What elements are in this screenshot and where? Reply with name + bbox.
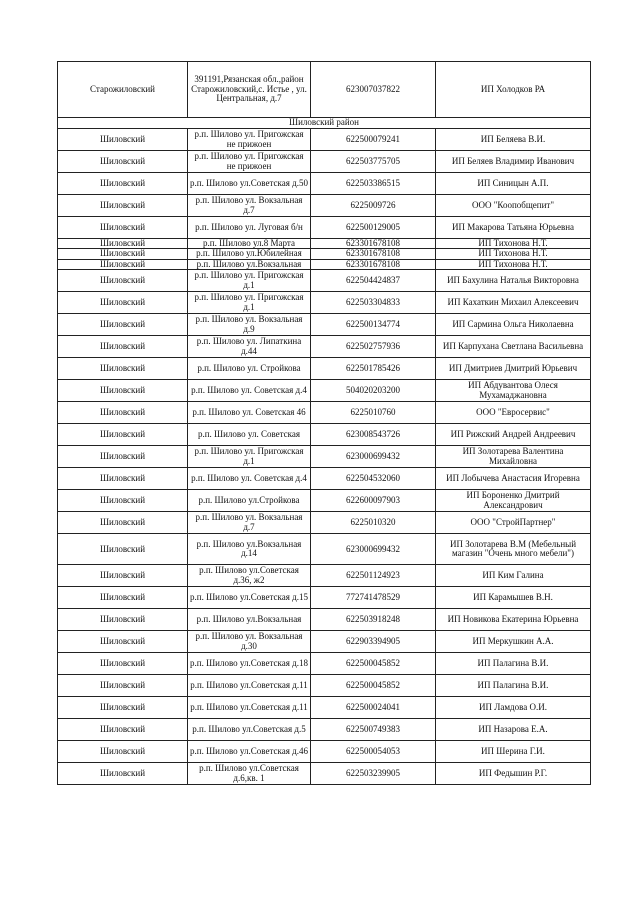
- name-cell: ИП Золотарева В.М (Мебельный магазин "Очень много мебели"): [436, 534, 591, 565]
- section-title: Шиловский район: [58, 118, 591, 129]
- district-cell: Шиловский: [58, 292, 188, 314]
- district-cell: Шиловский: [58, 609, 188, 631]
- district-cell: Шиловский: [58, 402, 188, 424]
- table-row: [58, 380, 591, 402]
- district-cell: Шиловский: [58, 675, 188, 697]
- table-row: [58, 314, 591, 336]
- name-cell: ИП Дмитриев Дмитрий Юрьевич: [436, 358, 591, 380]
- inn-cell: 622500749383: [311, 719, 436, 741]
- district-cell: Шиловский: [58, 195, 188, 217]
- inn-cell: 622500045852: [311, 653, 436, 675]
- name-cell: ИП Лобычева Анастасия Игоревна: [436, 468, 591, 490]
- registry-table: [57, 61, 591, 785]
- name-cell: ИП Назарова Е.А.: [436, 719, 591, 741]
- district-cell: Шиловский: [58, 239, 188, 249]
- name-cell: ИП Палагина В.И.: [436, 653, 591, 675]
- district-cell: Шиловский: [58, 697, 188, 719]
- name-cell: ИП Рижский Андрей Андреевич: [436, 424, 591, 446]
- address-cell: р.п. Шилово ул. Вокзальная д.30: [188, 631, 311, 653]
- table-row: [58, 609, 591, 631]
- address-cell: р.п. Шилово ул. Советская: [188, 424, 311, 446]
- section-header-row: [58, 118, 591, 129]
- district-cell: Шиловский: [58, 468, 188, 490]
- table-row: [58, 763, 591, 785]
- table-row: [58, 653, 591, 675]
- table-row: [58, 587, 591, 609]
- name-cell: ООО "СтройПартнер": [436, 512, 591, 534]
- inn-cell: 622500129005: [311, 217, 436, 239]
- inn-cell: 622504424837: [311, 270, 436, 292]
- address-cell: 391191,Рязанская обл.,район Старожиловский,с. Истье , ул. Центральная, д.7: [188, 62, 311, 118]
- district-cell: Шиловский: [58, 565, 188, 587]
- district-cell: Шиловский: [58, 631, 188, 653]
- inn-cell: 6225010320: [311, 512, 436, 534]
- address-cell: р.п. Шилово ул.Советская д.15: [188, 587, 311, 609]
- address-cell: р.п. Шилово ул.Советская д.36, ж2: [188, 565, 311, 587]
- name-cell: ИП Золотарева Валентина Михайловна: [436, 446, 591, 468]
- address-cell: р.п. Шилово ул. Пригожская не прижоен: [188, 151, 311, 173]
- table-row: [58, 62, 591, 118]
- district-cell: Шиловский: [58, 336, 188, 358]
- inn-cell: 622503386515: [311, 173, 436, 195]
- address-cell: р.п. Шилово ул. Пригожская д.1: [188, 292, 311, 314]
- name-cell: ИП Бороненко Дмитрий Александрович: [436, 490, 591, 512]
- address-cell: р.п. Шилово ул. Советская 46: [188, 402, 311, 424]
- name-cell: ИП Беляева В.И.: [436, 129, 591, 151]
- district-cell: Шиловский: [58, 249, 188, 259]
- table-row: [58, 129, 591, 151]
- inn-cell: 622903394905: [311, 631, 436, 653]
- name-cell: ИП Сармина Ольга Николаевна: [436, 314, 591, 336]
- district-cell: Шиловский: [58, 358, 188, 380]
- document-page: [57, 61, 587, 785]
- inn-cell: 622500054053: [311, 741, 436, 763]
- address-cell: р.п. Шилово ул. Пригожская д.1: [188, 270, 311, 292]
- inn-cell: 622600097903: [311, 490, 436, 512]
- inn-cell: 623301678108: [311, 259, 436, 269]
- table-row: [58, 719, 591, 741]
- table-row: [58, 259, 591, 269]
- inn-cell: 622503304833: [311, 292, 436, 314]
- inn-cell: 622502757936: [311, 336, 436, 358]
- address-cell: р.п. Шилово ул. Стройкова: [188, 358, 311, 380]
- district-cell: Шиловский: [58, 763, 188, 785]
- name-cell: ИП Тихонова Н.Т.: [436, 249, 591, 259]
- name-cell: ИП Тихонова Н.Т.: [436, 259, 591, 269]
- district-cell: Шиловский: [58, 424, 188, 446]
- inn-cell: 622501124923: [311, 565, 436, 587]
- address-cell: р.п. Шилово ул. Советская д.4: [188, 468, 311, 490]
- name-cell: ИП Кахаткин Михаил Алексеевич: [436, 292, 591, 314]
- address-cell: р.п. Шилово ул. Советская д.4: [188, 380, 311, 402]
- table-row: [58, 490, 591, 512]
- inn-cell: 622500045852: [311, 675, 436, 697]
- inn-cell: 622501785426: [311, 358, 436, 380]
- district-cell: Шиловский: [58, 217, 188, 239]
- address-cell: р.п. Шилово ул. Вокзальная д.9: [188, 314, 311, 336]
- address-cell: р.п. Шилово ул.Вокзальная д.14: [188, 534, 311, 565]
- name-cell: ИП Макарова Татьяна Юрьевна: [436, 217, 591, 239]
- address-cell: р.п. Шилово ул.Советская д.18: [188, 653, 311, 675]
- inn-cell: 622503775705: [311, 151, 436, 173]
- inn-cell: 622504532060: [311, 468, 436, 490]
- inn-cell: 623000699432: [311, 446, 436, 468]
- address-cell: р.п. Шилово ул.Советская д.5: [188, 719, 311, 741]
- name-cell: ИП Карамышев В.Н.: [436, 587, 591, 609]
- inn-cell: 622500134774: [311, 314, 436, 336]
- district-cell: Шиловский: [58, 151, 188, 173]
- address-cell: р.п. Шилово ул. Луговая б/н: [188, 217, 311, 239]
- inn-cell: 623301678108: [311, 239, 436, 249]
- name-cell: ИП Холодков РА: [436, 62, 591, 118]
- table-row: [58, 402, 591, 424]
- district-cell: Шиловский: [58, 173, 188, 195]
- district-cell: Шиловский: [58, 719, 188, 741]
- table-row: [58, 195, 591, 217]
- table-row: [58, 336, 591, 358]
- address-cell: р.п. Шилово ул. Пригожская не прижоен: [188, 129, 311, 151]
- table-row: [58, 512, 591, 534]
- district-cell: Шиловский: [58, 129, 188, 151]
- address-cell: р.п. Шилово ул.Советская д.50: [188, 173, 311, 195]
- district-cell: Шиловский: [58, 534, 188, 565]
- table-row: [58, 741, 591, 763]
- name-cell: ИП Ламдова О.И.: [436, 697, 591, 719]
- table-row: [58, 424, 591, 446]
- district-cell: Шиловский: [58, 587, 188, 609]
- name-cell: ИП Беляев Владимир Иванович: [436, 151, 591, 173]
- inn-cell: 623000699432: [311, 534, 436, 565]
- name-cell: ИП Новикова Екатерина Юрьевна: [436, 609, 591, 631]
- inn-cell: 504020203200: [311, 380, 436, 402]
- district-cell: Шиловский: [58, 653, 188, 675]
- address-cell: р.п. Шилово ул.Вокзальная: [188, 609, 311, 631]
- inn-cell: 772741478529: [311, 587, 436, 609]
- district-cell: Шиловский: [58, 380, 188, 402]
- name-cell: ИП Ким Галина: [436, 565, 591, 587]
- address-cell: р.п. Шилово ул.Вокзальная: [188, 259, 311, 269]
- district-cell: Шиловский: [58, 512, 188, 534]
- table-row: [58, 697, 591, 719]
- name-cell: ООО "Коопобщепит": [436, 195, 591, 217]
- address-cell: р.п. Шилово ул.8 Марта: [188, 239, 311, 249]
- table-row: [58, 292, 591, 314]
- table-row: [58, 239, 591, 249]
- district-cell: Шиловский: [58, 741, 188, 763]
- inn-cell: 623301678108: [311, 249, 436, 259]
- registry-table-body: [58, 62, 591, 785]
- address-cell: р.п. Шилово ул. Липаткина д.44: [188, 336, 311, 358]
- table-row: [58, 151, 591, 173]
- district-cell: Шиловский: [58, 259, 188, 269]
- name-cell: ИП Карпухана Светлана Васильевна: [436, 336, 591, 358]
- table-row: [58, 468, 591, 490]
- inn-cell: 622503918248: [311, 609, 436, 631]
- table-row: [58, 446, 591, 468]
- table-row: [58, 358, 591, 380]
- address-cell: р.п. Шилово ул.Советская д.46: [188, 741, 311, 763]
- address-cell: р.п. Шилово ул.Советская д.11: [188, 675, 311, 697]
- inn-cell: 623008543726: [311, 424, 436, 446]
- address-cell: р.п. Шилово ул.Советская д.6,кв. 1: [188, 763, 311, 785]
- inn-cell: 6225009726: [311, 195, 436, 217]
- table-row: [58, 270, 591, 292]
- address-cell: р.п. Шилово ул. Вокзальная д.7: [188, 512, 311, 534]
- address-cell: р.п. Шилово ул.Советская д.11: [188, 697, 311, 719]
- name-cell: ИП Палагина В.И.: [436, 675, 591, 697]
- inn-cell: 6225010760: [311, 402, 436, 424]
- table-row: [58, 631, 591, 653]
- inn-cell: 623007037822: [311, 62, 436, 118]
- table-row: [58, 534, 591, 565]
- district-cell: Шиловский: [58, 490, 188, 512]
- address-cell: р.п. Шилово ул.Юбилейная: [188, 249, 311, 259]
- table-row: [58, 173, 591, 195]
- inn-cell: 622500079241: [311, 129, 436, 151]
- name-cell: ИП Федышин Р.Г.: [436, 763, 591, 785]
- name-cell: ИП Бахулина Наталья Викторовна: [436, 270, 591, 292]
- district-cell: Шиловский: [58, 270, 188, 292]
- district-cell: Шиловский: [58, 314, 188, 336]
- name-cell: ИП Абдувантова Олеся Мухамаджановна: [436, 380, 591, 402]
- table-row: [58, 675, 591, 697]
- table-row: [58, 249, 591, 259]
- name-cell: ИП Синицын А.П.: [436, 173, 591, 195]
- name-cell: ИП Шерина Г.И.: [436, 741, 591, 763]
- inn-cell: 622503239905: [311, 763, 436, 785]
- name-cell: ИП Тихонова Н.Т.: [436, 239, 591, 249]
- name-cell: ООО "Евросервис": [436, 402, 591, 424]
- name-cell: ИП Меркушкин А.А.: [436, 631, 591, 653]
- address-cell: р.п. Шилово ул. Пригожская д.1: [188, 446, 311, 468]
- district-cell: Старожиловский: [58, 62, 188, 118]
- inn-cell: 622500024041: [311, 697, 436, 719]
- address-cell: р.п. Шилово ул.Стройкова: [188, 490, 311, 512]
- table-row: [58, 217, 591, 239]
- table-row: [58, 565, 591, 587]
- district-cell: Шиловский: [58, 446, 188, 468]
- address-cell: р.п. Шилово ул. Вокзальная д.7: [188, 195, 311, 217]
